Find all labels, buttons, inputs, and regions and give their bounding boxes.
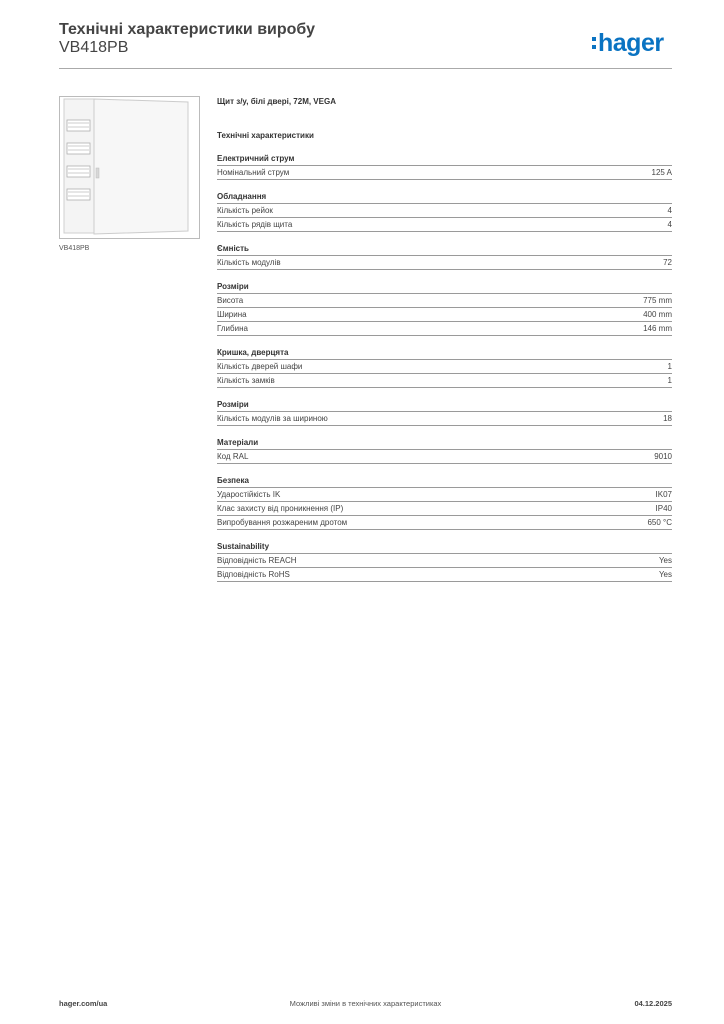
- spec-value: 9010: [654, 452, 672, 461]
- spec-row: [217, 359, 672, 373]
- spec-row: [217, 165, 672, 180]
- spec-row: [217, 217, 672, 232]
- spec-group: [217, 281, 672, 336]
- spec-rows: [217, 203, 672, 232]
- spec-row: [217, 203, 672, 217]
- page-title: Технічні характеристики виробу: [59, 21, 315, 38]
- product-description: Щит з/у, білі двері, 72M, VEGA: [217, 97, 336, 106]
- spec-group: [217, 347, 672, 388]
- spec-label: Клас захисту від проникнення (IP): [217, 504, 344, 513]
- spec-value: 18: [663, 414, 672, 423]
- spec-row: [217, 515, 672, 530]
- spec-row: [217, 553, 672, 567]
- spec-group: [217, 191, 672, 232]
- footer-note: Можливі зміни в технічних характеристиках: [289, 999, 442, 1008]
- spec-group-title: Ємність: [217, 244, 249, 253]
- spec-row: [217, 567, 672, 582]
- spec-value: Yes: [658, 570, 672, 579]
- spec-rows: [217, 553, 672, 582]
- hager-logo: [592, 28, 664, 58]
- spec-label: Відповідність REACH: [217, 556, 297, 565]
- spec-group-title: Розміри: [217, 282, 249, 291]
- spec-label: Відповідність RoHS: [217, 570, 290, 579]
- spec-label: Кількість замків: [217, 376, 275, 385]
- spec-label: Ударостійкість IK: [217, 490, 281, 499]
- spec-rows: [217, 293, 672, 336]
- logo-text: hager: [598, 28, 664, 57]
- spec-row: [217, 293, 672, 307]
- spec-group: [217, 399, 672, 426]
- spec-group-title: Розміри: [217, 400, 249, 409]
- spec-rows: [217, 487, 672, 530]
- footer-date: 04.12.2025: [634, 999, 672, 1008]
- spec-group-title: Матеріали: [217, 438, 259, 447]
- cabinet-icon: [63, 98, 189, 235]
- spec-value: 650 °C: [647, 518, 672, 527]
- image-caption: VB418PB: [59, 245, 90, 252]
- spec-row: [217, 449, 672, 464]
- spec-groups: [217, 153, 672, 582]
- spec-label: Кількість рейок: [217, 206, 273, 215]
- spec-group: [217, 153, 672, 180]
- specs-heading: Технічні характеристики: [217, 131, 314, 140]
- spec-rows: [217, 411, 672, 426]
- spec-group-title: Sustainability: [217, 542, 270, 551]
- spec-value: IP40: [655, 504, 672, 513]
- spec-group-title: Безпека: [217, 476, 249, 485]
- spec-value: 146 mm: [643, 324, 672, 333]
- spec-label: Глибина: [217, 324, 248, 333]
- spec-group: [217, 437, 672, 464]
- spec-value: 1: [667, 376, 672, 385]
- spec-rows: [217, 359, 672, 388]
- spec-label: Випробування розжареним дротом: [217, 518, 348, 527]
- spec-row: [217, 373, 672, 388]
- spec-value: 4: [667, 206, 672, 215]
- spec-group-title: Кришка, дверцята: [217, 348, 289, 357]
- spec-value: 4: [667, 220, 672, 229]
- footer-website: hager.com/ua: [59, 999, 108, 1008]
- spec-row: [217, 321, 672, 336]
- spec-row: [217, 307, 672, 321]
- spec-value: IK07: [655, 490, 672, 499]
- specs-section: [217, 96, 672, 593]
- spec-row: [217, 487, 672, 501]
- header-divider: [59, 68, 672, 69]
- spec-value: 775 mm: [643, 296, 672, 305]
- spec-rows: [217, 165, 672, 180]
- spec-rows: [217, 449, 672, 464]
- spec-group: [217, 475, 672, 530]
- spec-label: Код RAL: [217, 452, 249, 461]
- spec-group-title: Електричний струм: [217, 154, 295, 163]
- spec-label: Кількість рядів щита: [217, 220, 293, 229]
- spec-row: [217, 411, 672, 426]
- spec-row: [217, 501, 672, 515]
- spec-value: 400 mm: [643, 310, 672, 319]
- spec-value: 1: [667, 362, 672, 371]
- spec-label: Кількість модулів: [217, 258, 281, 267]
- spec-group-title: Обладнання: [217, 192, 267, 201]
- spec-label: Номінальний струм: [217, 168, 290, 177]
- product-image: [59, 96, 200, 239]
- spec-value: 72: [663, 258, 672, 267]
- spec-group: [217, 541, 672, 582]
- logo-dots-icon: [592, 37, 596, 49]
- spec-group: [217, 243, 672, 270]
- product-code: VB418PB: [59, 39, 129, 56]
- spec-row: [217, 255, 672, 270]
- spec-label: Висота: [217, 296, 244, 305]
- spec-value: Yes: [658, 556, 672, 565]
- spec-value: 125 A: [651, 168, 672, 177]
- spec-rows: [217, 255, 672, 270]
- spec-label: Кількість модулів за шириною: [217, 414, 328, 423]
- spec-label: Кількість дверей шафи: [217, 362, 303, 371]
- spec-label: Ширина: [217, 310, 247, 319]
